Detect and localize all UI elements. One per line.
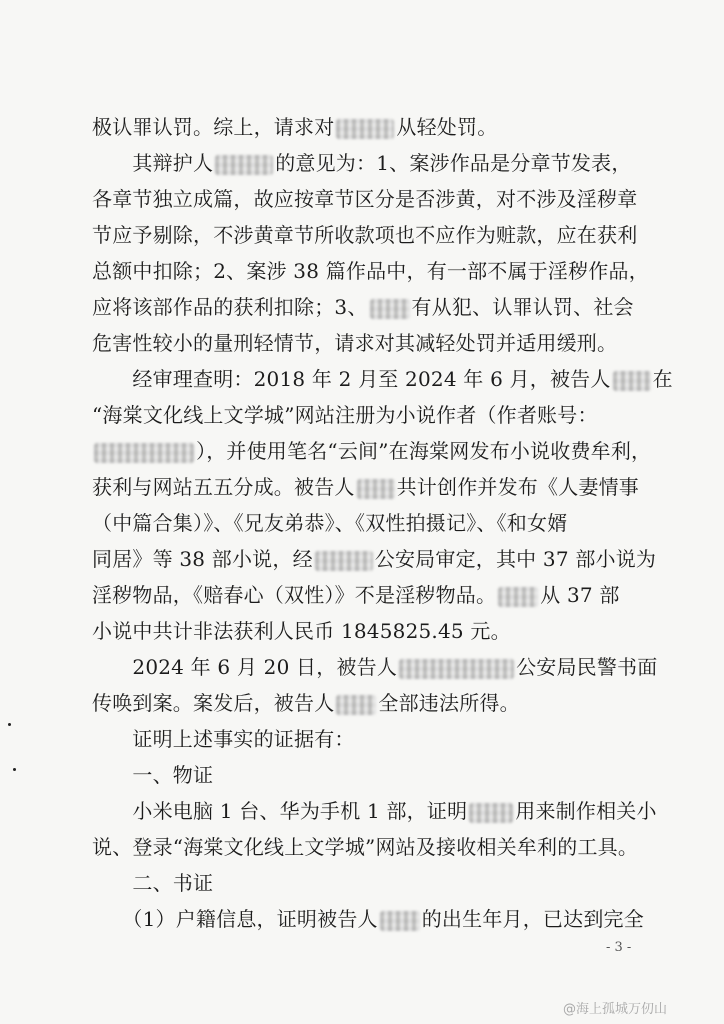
redaction-blur — [498, 587, 538, 607]
text-line: 证明上述事实的证据有： — [92, 727, 355, 751]
text-line: （1）户籍信息，证明被告人 的出生年月，已达到完全 — [92, 907, 644, 931]
text-line: 其辩护人 的意见为：1、案涉作品是分章节发表， — [92, 151, 632, 175]
redaction-blur — [370, 299, 410, 319]
redaction-blur — [215, 155, 273, 175]
redaction-blur — [469, 803, 513, 823]
text-line: 经审理查明：2018 年 2 月至 2024 年 6 月，被告人 在 — [92, 367, 673, 391]
text-line: ），并使用笔名“云间”在海棠网发布小说收费牟利， — [92, 436, 637, 466]
weibo-watermark: @海上孤城万仞山 — [563, 1002, 668, 1017]
section-heading: 二、书证 — [92, 871, 214, 895]
scan-speck — [8, 723, 11, 726]
redaction-blur — [613, 371, 651, 391]
text-line: 获利与网站五五分成。被告人 共计创作并发布《人妻情事 — [92, 475, 640, 499]
redaction-blur — [94, 443, 194, 463]
text-line: 各章节独立成篇，故应按章节区分是否涉黄，对不涉及淫秽章 — [92, 187, 638, 211]
text-line: 2024 年 6 月 20 日，被告人 公安局民警书面 — [92, 655, 658, 679]
text-line: 危害性较小的量刑轻情节，请求对其减轻处罚并适用缓刑。 — [92, 331, 618, 355]
redaction-blur — [336, 695, 376, 715]
text-line: 同居》等 38 部小说，经 公安局审定，其中 37 部小说为 — [92, 547, 657, 571]
text-line: （中篇合集）》、《兄友弟恭》、《双性拍摄记》、《和女婿 — [92, 511, 568, 535]
text-line: 淫秽物品，《赔春心（双性）》不是淫秽物品。 从 37 部 — [92, 583, 620, 607]
text-line: 传唤到案。案发后，被告人 全部违法所得。 — [92, 691, 520, 715]
redaction-blur — [357, 479, 395, 499]
scan-speck — [13, 768, 16, 771]
redaction-blur — [380, 911, 420, 931]
redaction-blur — [315, 551, 373, 571]
text-line: 应将该部作品的获利扣除；3、 有从犯、认罪认罚、社会 — [92, 295, 634, 319]
redaction-blur — [399, 659, 514, 679]
text-line: 极认罪认罚。综上，请求对 从轻处罚。 — [92, 115, 498, 139]
text-line: 节应予剔除，不涉黄章节所收款项也不应作为赃款，应在获利 — [92, 223, 638, 247]
redaction-blur — [336, 119, 394, 139]
text-line: 小米电脑 1 台、华为手机 1 部，证明 用来制作相关小 — [92, 799, 657, 823]
text-line: 说、登录“海棠文化线上文学城”网站及接收相关牟利的工具。 — [92, 835, 639, 859]
text-line: 小说中共计非法获利人民币 1845825.45 元。 — [92, 619, 511, 643]
text-line: 总额中扣除；2、案涉 38 篇作品中，有一部不属于淫秽作品， — [92, 259, 649, 283]
section-heading: 一、物证 — [92, 763, 214, 787]
page-number: - 3 - — [606, 940, 632, 955]
text-line: “海棠文化线上文学城”网站注册为小说作者（作者账号： — [92, 403, 598, 427]
